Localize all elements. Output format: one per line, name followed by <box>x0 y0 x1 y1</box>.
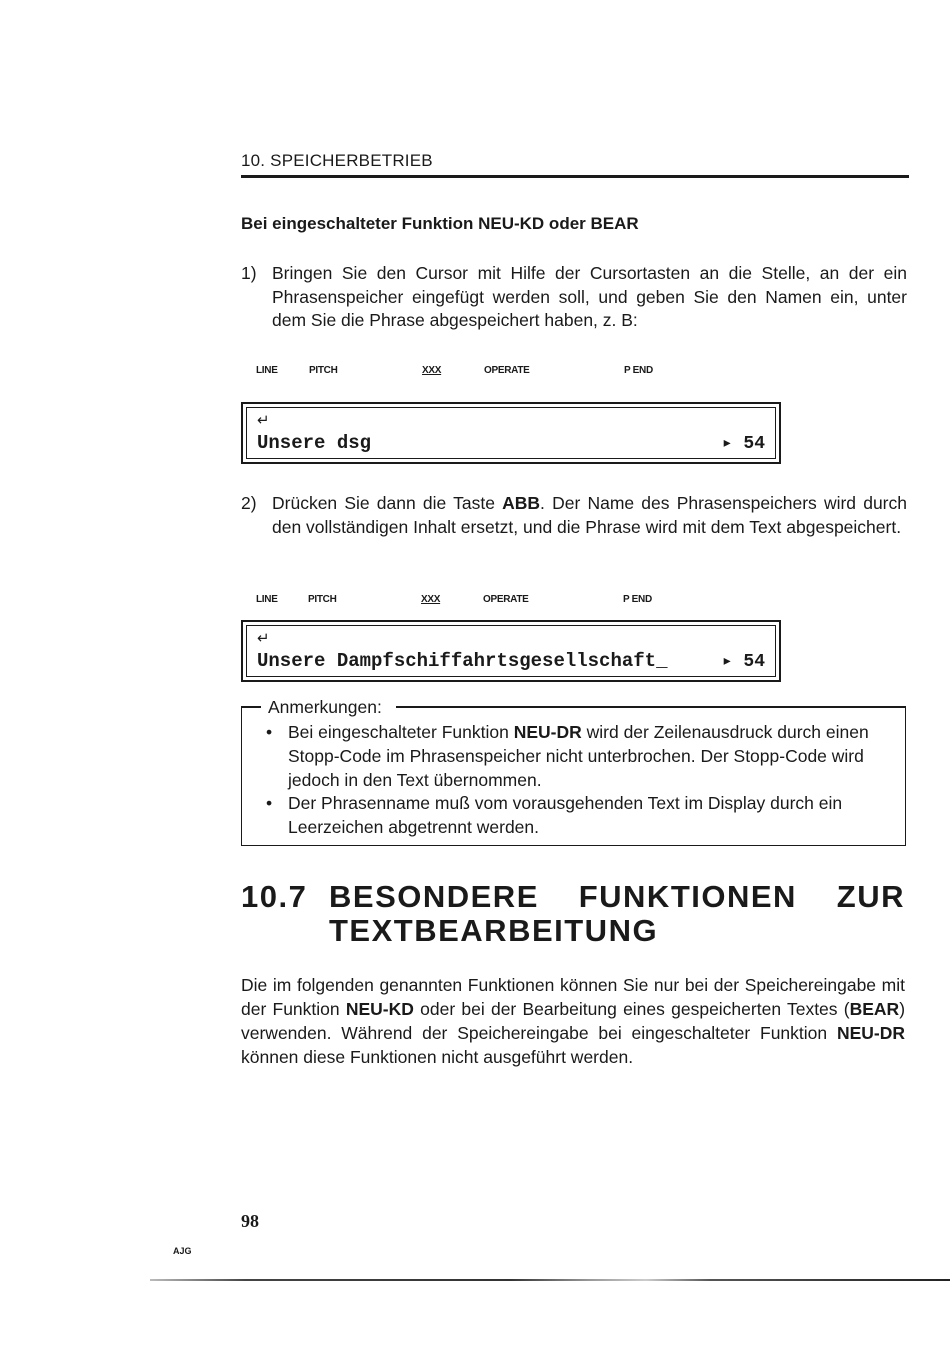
section-number: 10.7 <box>241 879 308 914</box>
bottom-rule <box>150 1279 950 1281</box>
note-text: Bei eingeschalteter Funktion NEU-DR wird der Zeilenausdruck durch einen Stopp-Code im Phrasenspeicher nicht unterbrochen. Der Stopp-Code wird jedoch in den Text übernommen. <box>288 722 869 790</box>
lcd-display <box>241 402 781 464</box>
notes-border <box>241 706 261 708</box>
step-text: Drücken Sie dann die Taste ABB. Der Name des Phrasenspeichers wird durch den vollständigen Inhalt ersetzt, und die Phrase wird mit dem Text abgespeichert. <box>272 493 907 537</box>
indicator-xxx: XXX <box>422 365 442 376</box>
indicator-xxx: XXX <box>421 594 441 605</box>
footer-mark: AJG <box>173 1246 192 1256</box>
header-rule <box>241 175 909 178</box>
key-name: ABB <box>502 493 541 513</box>
lcd-position: ▸ 54 <box>721 652 765 672</box>
lcd-text: Unsere dsg <box>257 432 372 454</box>
lcd-display <box>241 620 781 682</box>
section-word: BESONDERE <box>329 879 539 914</box>
page-number: 98 <box>241 1211 259 1231</box>
notes-title: Anmerkungen: <box>265 697 385 718</box>
step-number: 2) <box>241 493 257 513</box>
indicator-operate: OPERATE <box>484 365 530 376</box>
notes-border <box>396 706 906 708</box>
section-title-line2: TEXTBEARBEITUNG <box>329 913 659 948</box>
step-number: 1) <box>241 263 257 283</box>
bullet-icon: • <box>266 722 273 742</box>
section-word: FUNKTIONEN <box>578 879 797 914</box>
note-item <box>266 720 886 792</box>
indicator-operate: OPERATE <box>483 594 529 605</box>
body-paragraph: Die im folgenden genannten Funktionen können Sie nur bei der Speichereingabe mit der Funktion NEU-KD oder bei der Bearbeitung eines gespeicherten Textes (BEAR) verwenden. Während der Speichereingabe bei eingeschalteter Funktion NEU-DR können diese Funktionen nicht ausgeführt werden. <box>241 975 906 1067</box>
subheading: Bei eingeschalteter Funktion NEU-KD oder BEAR <box>241 214 639 233</box>
note-item <box>266 791 886 839</box>
lcd-text: Unsere Dampfschiffahrtsgesellschaft_ <box>257 650 668 672</box>
section-word: ZUR <box>836 879 905 914</box>
indicator-line: LINE <box>256 594 278 605</box>
step-1 <box>241 262 907 333</box>
step-text: Bringen Sie den Cursor mit Hilfe der Cursortasten an die Stelle, an der ein Phrasenspeicher eingefügt werden soll, und geben Sie den Namen ein, unter dem Sie die Phrase abgespeichert haben, z. B: <box>272 263 907 330</box>
indicator-line: LINE <box>256 365 278 376</box>
step-2 <box>241 492 907 539</box>
indicator-pend: P END <box>624 365 653 376</box>
indicator-pitch: PITCH <box>308 594 337 605</box>
return-arrow-icon: ↵ <box>257 629 270 647</box>
return-arrow-icon: ↵ <box>257 411 270 429</box>
indicator-row <box>256 365 736 379</box>
indicator-pend: P END <box>623 594 652 605</box>
lcd-position: ▸ 54 <box>721 434 765 454</box>
bullet-icon: • <box>266 793 273 813</box>
indicator-row <box>256 594 736 608</box>
chapter-header: 10. SPEICHERBETRIEB <box>241 151 433 170</box>
indicator-pitch: PITCH <box>309 365 338 376</box>
note-text: Der Phrasenname muß vom vorausgehenden Text im Display durch ein Leerzeichen abgetrennt werden. <box>288 793 843 837</box>
